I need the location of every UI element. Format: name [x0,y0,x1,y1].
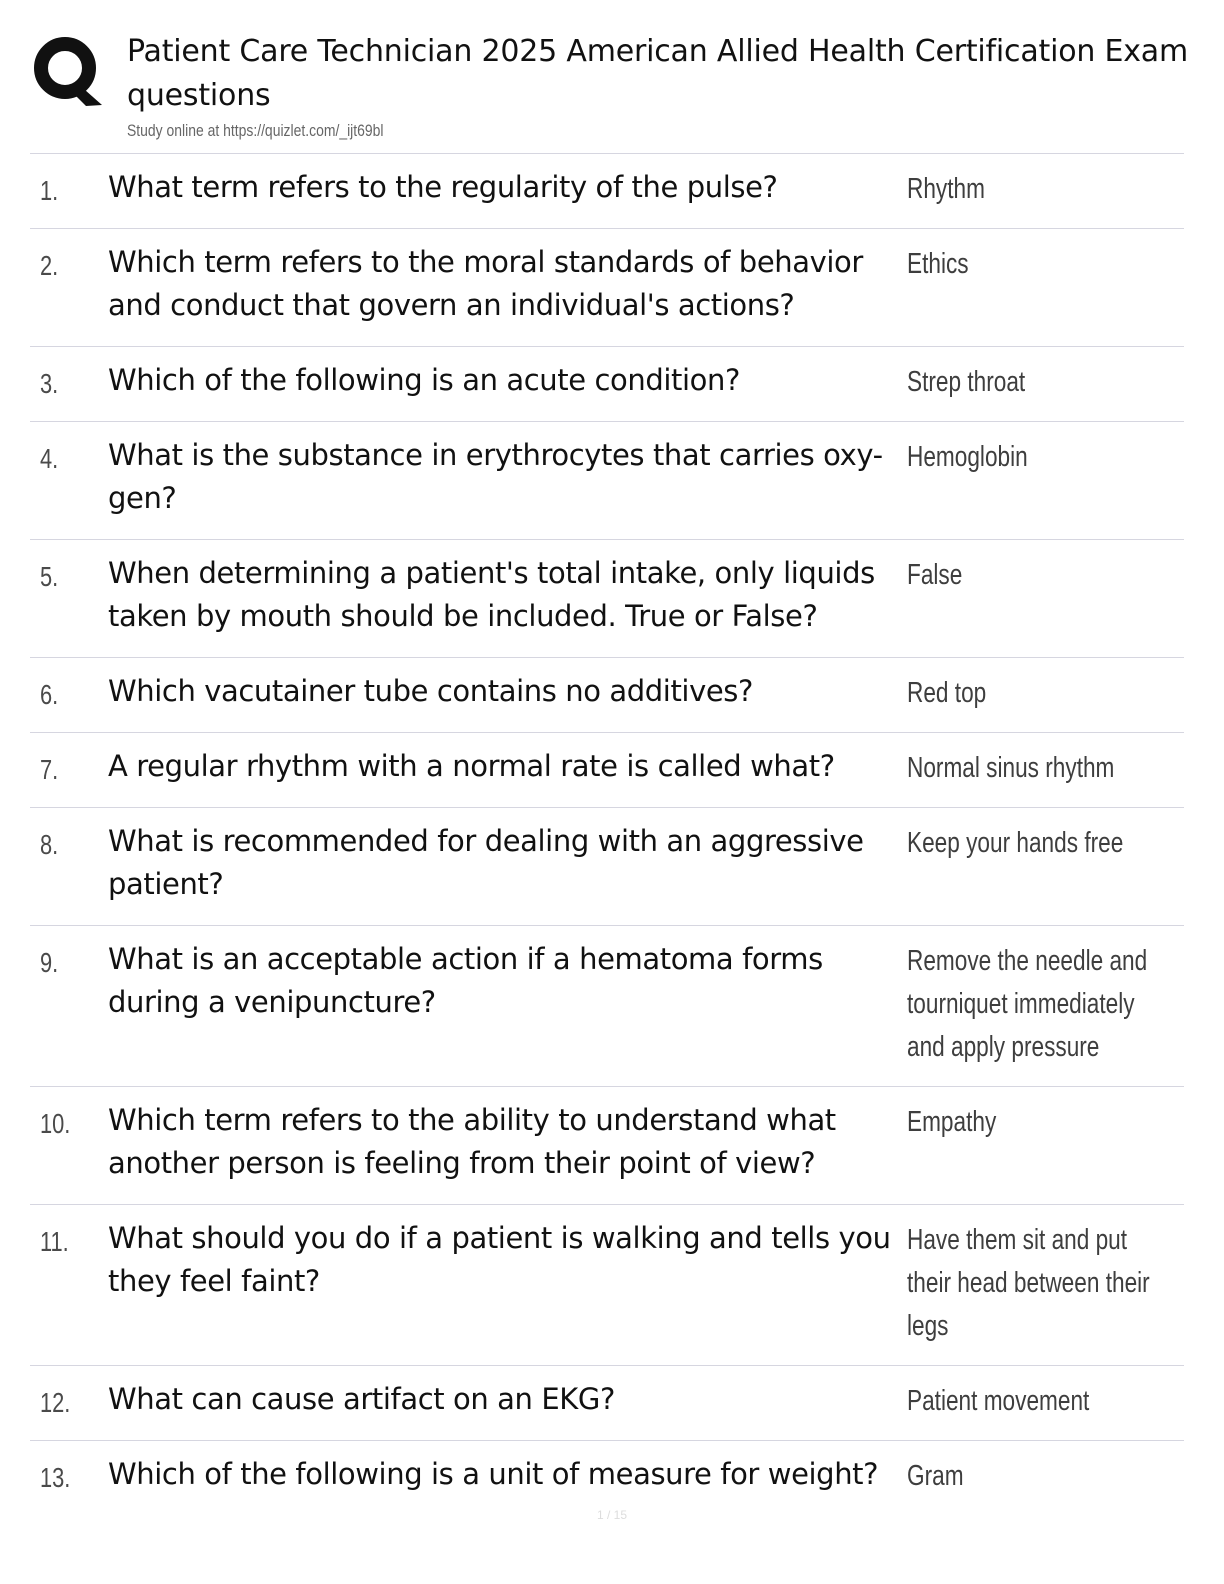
card-definition: Patient movement [907,1385,1090,1417]
flashcard-row [30,229,1184,347]
card-number: 6. [40,679,59,710]
card-number: 5. [40,561,59,592]
flashcard-row [30,658,1184,733]
flashcard-row [30,540,1184,658]
flashcard-row [30,808,1184,926]
flashcard-row [30,422,1184,540]
card-term: What term refers to the regularity of the pulse? [108,170,778,204]
flashcard-list [30,153,1184,1516]
card-term: When determining a patient's total intake, only liquids taken by mouth should be included. True or False? [108,556,875,633]
card-number: 3. [40,368,59,399]
card-number: 4. [40,443,59,474]
card-number: 13. [40,1462,71,1493]
card-number: 11. [40,1226,69,1257]
flashcard-row [30,1441,1184,1516]
card-definition: False [907,559,963,591]
card-definition: Ethics [907,248,969,280]
card-number: 2. [40,250,59,281]
card-number: 1. [40,175,59,206]
card-number: 12. [40,1387,71,1418]
card-definition: Keep your hands free [907,827,1124,859]
card-term: What is the substance in erythrocytes that carries oxy- gen? [108,438,883,515]
card-term: A regular rhythm with a normal rate is called what? [108,749,835,783]
page-number: 1 / 15 [596,1508,628,1522]
flashcard-row [30,733,1184,808]
card-definition: Remove the needle and tourniquet immediately and apply pressure [907,945,1148,1063]
card-definition: Strep throat [907,366,1026,398]
quizlet-logo-icon [30,32,106,108]
card-definition: Rhythm [907,173,985,205]
card-definition: Empathy [907,1106,997,1138]
card-definition: Gram [907,1460,964,1492]
flashcard-row [30,347,1184,422]
card-definition: Normal sinus rhythm [907,752,1115,784]
card-term: Which of the following is a unit of measure for weight? [108,1457,879,1491]
card-definition: Have them sit and put their head between their legs [907,1224,1150,1342]
flashcard-row [30,1205,1184,1366]
card-term: Which term refers to the ability to understand what another person is feeling from their point of view? [108,1103,836,1180]
card-term: What is an acceptable action if a hematoma forms during a venipuncture? [108,942,823,1019]
study-online-link[interactable]: Study online at https://quizlet.com/_ijt69bl [127,121,384,140]
flashcard-row [30,154,1184,229]
card-number: 8. [40,829,59,860]
card-term: Which vacutainer tube contains no additives? [108,674,753,708]
card-term: Which of the following is an acute condition? [108,363,740,397]
card-number: 7. [40,754,59,785]
card-term: What should you do if a patient is walking and tells you they feel faint? [108,1221,891,1298]
card-definition: Hemoglobin [907,441,1028,473]
card-number: 10. [40,1108,71,1139]
flashcard-row [30,926,1184,1087]
flashcard-row [30,1366,1184,1441]
card-term: What can cause artifact on an EKG? [108,1382,615,1416]
card-term: What is recommended for dealing with an aggressive patient? [108,824,864,901]
card-definition: Red top [907,677,987,709]
card-number: 9. [40,947,59,978]
document-title: Patient Care Technician 2025 American Allied Health Certification Exam questions [127,34,1189,113]
flashcard-row [30,1087,1184,1205]
card-term: Which term refers to the moral standards of behavior and conduct that govern an individual's actions? [108,245,863,322]
